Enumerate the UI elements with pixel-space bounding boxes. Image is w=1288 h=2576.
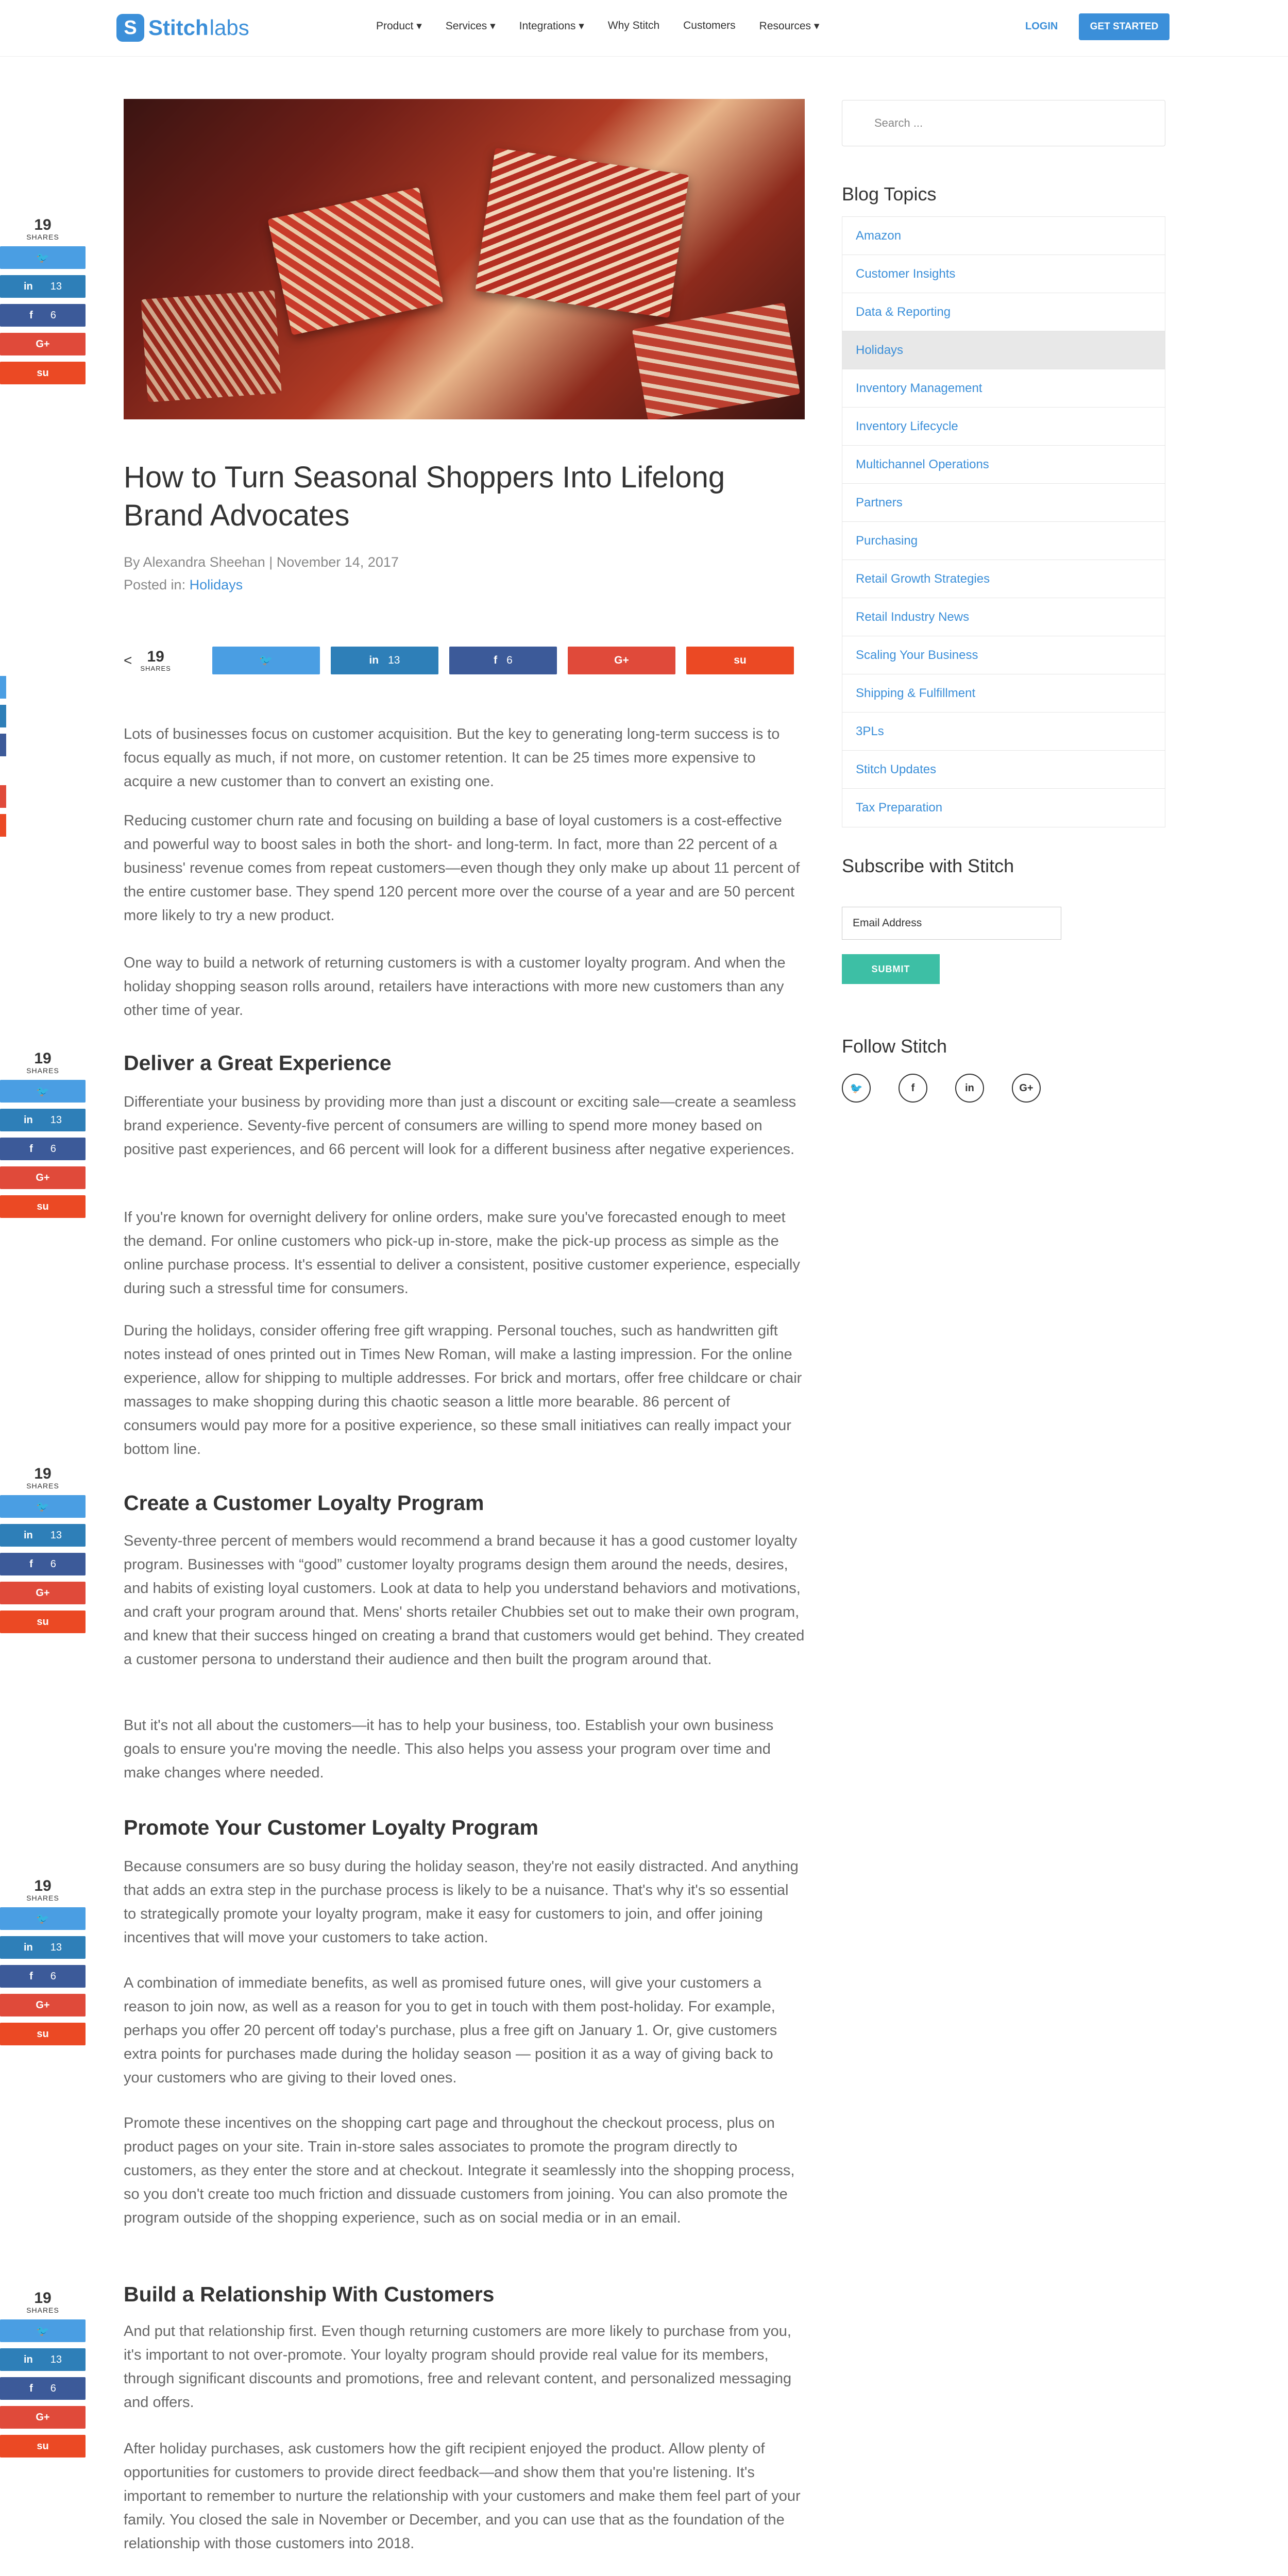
blog-topics-list xyxy=(842,216,1165,827)
article-paragraph: Because consumers are so busy during the holiday season, they're not easily distracted. And anything that adds an extra step in the purchase process is likely to be a nuisance. That's why it's so essential to strategically promote your loyalty program, make it easy for customers to join, and offer joining incentives that will move your customers to take action. xyxy=(124,1858,799,1946)
googleplus-icon: G+ xyxy=(36,1999,50,2011)
article-paragraph: If you're known for overnight delivery for online orders, make sure you've forecasted enough to meet the demand. For online customers who pick-up in-store, make the pick-up process as simple as the online purchase process. It's essential to deliver a consistent, positive customer experience, especially during such a stressful time for consumers. xyxy=(124,1209,800,1297)
stitch-logo-icon: S xyxy=(116,14,144,42)
stumbleupon-icon: su xyxy=(37,1200,49,1212)
logo-word-labs: labs xyxy=(209,15,249,40)
share-stumbleupon-button[interactable] xyxy=(0,2435,86,2458)
googleplus-icon: G+ xyxy=(36,2411,50,2423)
topic-link[interactable]: Inventory Management xyxy=(842,369,1165,408)
linkedin-icon: in xyxy=(369,654,379,666)
hero-image xyxy=(124,99,805,419)
facebook-count: 6 xyxy=(506,654,513,666)
share-twitter-button[interactable] xyxy=(0,1495,86,1518)
facebook-icon: f xyxy=(29,1558,33,1570)
share-stumbleupon-button[interactable] xyxy=(0,362,86,384)
section-heading: Create a Customer Loyalty Program xyxy=(124,1491,484,1515)
share-googleplus-button[interactable] xyxy=(568,647,675,674)
share-linkedin-button[interactable] xyxy=(0,1524,86,1547)
facebook-icon: f xyxy=(29,1143,33,1155)
linkedin-icon: in xyxy=(23,1941,33,1953)
share-linkedin-button[interactable] xyxy=(0,2348,86,2371)
article-paragraph xyxy=(124,2574,805,2576)
share-linkedin-button[interactable] xyxy=(0,1936,86,1959)
share-count-number: 19 xyxy=(147,648,164,665)
stitch-logo[interactable] xyxy=(116,13,249,42)
share-facebook-button[interactable] xyxy=(0,1138,86,1160)
share-count-number: 19 xyxy=(34,216,52,233)
share-linkedin-button[interactable] xyxy=(331,647,438,674)
submit-button[interactable]: SUBMIT xyxy=(842,954,940,984)
topic-link[interactable]: Purchasing xyxy=(842,522,1165,560)
facebook-count: 6 xyxy=(50,1143,56,1155)
nav-why-stitch[interactable]: Why Stitch xyxy=(607,20,660,31)
stumbleupon-icon: su xyxy=(37,1616,49,1628)
share-stumbleupon-button[interactable] xyxy=(0,2023,86,2045)
section-heading: Deliver a Great Experience xyxy=(124,1051,392,1075)
twitter-icon: 🐦 xyxy=(36,1086,49,1097)
topic-link[interactable]: 3PLs xyxy=(842,713,1165,751)
facebook-count: 6 xyxy=(50,1558,56,1570)
linkedin-icon: in xyxy=(23,1529,33,1541)
facebook-icon: f xyxy=(29,309,33,321)
topic-link[interactable]: Multichannel Operations xyxy=(842,446,1165,484)
linkedin-count: 13 xyxy=(50,1941,62,1953)
share-count-label: SHARES xyxy=(26,1894,59,1902)
email-placeholder: Email Address xyxy=(853,917,922,929)
share-facebook-button[interactable] xyxy=(0,2377,86,2400)
topic-link-active[interactable]: Holidays xyxy=(842,331,1165,369)
twitter-icon[interactable]: 🐦 xyxy=(842,1074,871,1103)
topic-link[interactable]: Scaling Your Business xyxy=(842,636,1165,674)
facebook-count: 6 xyxy=(50,1970,56,1982)
follow-title: Follow Stitch xyxy=(842,1036,947,1057)
share-count-number: 19 xyxy=(34,1465,52,1482)
posted-in-label: Posted in: xyxy=(124,577,190,592)
googleplus-icon: G+ xyxy=(36,1587,50,1599)
nav-integrations[interactable]: Integrations ▾ xyxy=(519,20,584,32)
topic-link[interactable]: Retail Growth Strategies xyxy=(842,560,1165,598)
facebook-icon[interactable]: f xyxy=(899,1074,927,1103)
share-count-number: 19 xyxy=(34,2290,52,2307)
edge-share-twitter[interactable] xyxy=(0,676,6,699)
category-link-holidays[interactable]: Holidays xyxy=(189,577,243,592)
linkedin-count: 13 xyxy=(50,1529,62,1541)
googleplus-icon: G+ xyxy=(36,338,50,350)
topic-link[interactable]: Shipping & Fulfillment xyxy=(842,674,1165,713)
share-stumbleupon-button[interactable] xyxy=(686,647,794,674)
googleplus-icon[interactable]: G+ xyxy=(1012,1074,1041,1103)
floating-share-bar xyxy=(0,1878,86,2052)
floating-share-bar xyxy=(0,1051,86,1224)
login-link[interactable]: LOGIN xyxy=(1025,21,1058,32)
share-count-label: SHARES xyxy=(26,1066,59,1075)
topic-link[interactable]: Customer Insights xyxy=(842,255,1165,293)
logo-word-stitch: Stitch xyxy=(148,15,209,40)
article-paragraph: During the holidays, consider offering free gift wrapping. Personal touches, such as handwritten gift notes instead of ones printed out in Times New Roman, will make a lasting impression. For the online experience, allow for shipping to multiple addresses. For brick and mortars, offer free childcare or chair massages to make shopping during this chaotic season a little more bearable. 86 percent of consumers would pay more for a positive experience, so these small initiatives can really impact your bottom line. xyxy=(124,1323,802,1458)
linkedin-count: 13 xyxy=(50,1114,62,1126)
facebook-icon: f xyxy=(29,2382,33,2394)
article-paragraph: Promote these incentives on the shopping cart page and throughout the checkout process, plus on product pages on your site. Train in-store sales associates to promote the program directly to customers, as they enter the store and at checkout. Integrate it seamlessly into the shopping process, so you don't create too much friction and dissuade customers from joining. You can also promote the program outside of the shopping experience, such as on social media or in an email. xyxy=(124,2115,795,2226)
topic-link[interactable]: Amazon xyxy=(842,217,1165,255)
topic-link[interactable]: Inventory Lifecycle xyxy=(842,408,1165,446)
topic-link[interactable]: Data & Reporting xyxy=(842,293,1165,331)
stumbleupon-icon: su xyxy=(37,367,49,379)
search-input[interactable] xyxy=(842,100,1165,146)
get-started-button[interactable]: GET STARTED xyxy=(1079,13,1170,40)
stumbleupon-icon: su xyxy=(37,2440,49,2452)
share-count-label: SHARES xyxy=(140,664,171,672)
nav-services[interactable]: Services ▾ xyxy=(445,20,496,32)
edge-share-googleplus[interactable] xyxy=(0,785,6,808)
share-count xyxy=(124,649,212,672)
article-paragraph: After holiday purchases, ask customers how the gift recipient enjoyed the product. Allow plenty of opportunities for customers to provide direct feedback—and show them that you're listening. It's important to remember to nurture the relationship with your customers and make them feel part of your family. You closed the sale in November or December, and you can use that as the foundation of the relationship with those customers into 2018. xyxy=(124,2441,801,2552)
floating-share-bar xyxy=(0,217,86,391)
share-count-label: SHARES xyxy=(26,1482,59,1490)
linkedin-icon: in xyxy=(23,280,33,292)
article-paragraph: Differentiate your business by providing more than just a discount or exciting sale—create a seamless brand experience. Seventy-five percent of consumers are willing to spend more money based on positive past experiences, and 66 percent will look for a different business after negative experiences. xyxy=(124,1094,796,1158)
article-title: How to Turn Seasonal Shoppers Into Lifelong Brand Advocates xyxy=(124,461,725,532)
share-googleplus-button[interactable] xyxy=(0,1166,86,1189)
share-googleplus-button[interactable] xyxy=(0,333,86,355)
twitter-icon: 🐦 xyxy=(259,654,273,666)
inline-share-bar xyxy=(124,646,805,675)
share-twitter-button[interactable] xyxy=(0,2319,86,2342)
share-stumbleupon-button[interactable] xyxy=(0,1611,86,1633)
edge-share-stumbleupon[interactable] xyxy=(0,814,6,837)
edge-share-facebook[interactable] xyxy=(0,734,6,756)
share-facebook-button[interactable] xyxy=(449,647,557,674)
linkedin-count: 13 xyxy=(50,2353,62,2365)
share-count-number: 19 xyxy=(34,1877,52,1894)
article-paragraph: A combination of immediate benefits, as well as promised future ones, will give your customers a reason to join now, as well as a reason for you to get in touch with them post-holiday. For example, perhaps you offer 20 percent off today's purchase, plus a free gift on January 1. Or, give customers extra points for purchases made during the holiday season — position it as a way of giving back to your customers who are giving to their loved ones. xyxy=(124,1975,777,2086)
share-linkedin-button[interactable] xyxy=(0,275,86,298)
share-stumbleupon-button[interactable] xyxy=(0,1195,86,1218)
share-twitter-button[interactable] xyxy=(0,246,86,269)
facebook-count: 6 xyxy=(50,309,56,321)
share-twitter-button[interactable] xyxy=(0,1907,86,1930)
subscribe-title: Subscribe with Stitch xyxy=(842,855,1014,876)
email-field[interactable] xyxy=(842,907,1061,940)
share-count-number: 19 xyxy=(34,1050,52,1067)
share-googleplus-button[interactable] xyxy=(0,1582,86,1604)
floating-share-bar xyxy=(0,2291,86,2464)
googleplus-icon: G+ xyxy=(614,654,629,666)
linkedin-icon: in xyxy=(23,1114,33,1126)
facebook-icon: f xyxy=(29,1970,33,1982)
facebook-icon: f xyxy=(494,654,498,666)
nav-customers[interactable]: Customers xyxy=(683,20,736,31)
blog-topics-title: Blog Topics xyxy=(842,183,937,205)
topic-link[interactable]: Retail Industry News xyxy=(842,598,1165,636)
article-paragraph: But it's not all about the customers—it has to help your business, too. Establish your own business goals to ensure you're moving the needle. This also helps you assess your program over time and make changes where needed. xyxy=(124,1717,774,1781)
googleplus-icon: G+ xyxy=(36,1172,50,1183)
article-paragraph: Reducing customer churn rate and focusing on building a base of loyal customers is a cost-effective and powerful way to boost sales in both the short- and long-term. In fact, more than 22 percent of a business' revenue comes from repeat customers—even though they only make up about 11 percent of the entire customer base. They spend 120 percent more over the course of a year and are 50 percent more likely to try a new product. xyxy=(124,812,800,924)
share-facebook-button[interactable] xyxy=(0,1553,86,1575)
share-count-label: SHARES xyxy=(26,2306,59,2314)
linkedin-icon[interactable]: in xyxy=(955,1074,984,1103)
twitter-icon: 🐦 xyxy=(36,1913,49,1925)
article-paragraph: Lots of businesses focus on customer acquisition. But the key to generating long-term success is to focus equally as much, if not more, on customer retention. It can be 25 times more expensive to acquire a new customer than to convert an existing one. xyxy=(124,726,780,790)
topic-link[interactable]: Partners xyxy=(842,484,1165,522)
nav-resources[interactable]: Resources ▾ xyxy=(759,20,820,32)
edge-share-linkedin[interactable] xyxy=(0,705,6,727)
twitter-icon: 🐦 xyxy=(36,2325,49,2337)
topic-link[interactable]: Stitch Updates xyxy=(842,751,1165,789)
linkedin-count: 13 xyxy=(388,654,400,666)
search-placeholder: Search ... xyxy=(874,116,923,129)
article-paragraph: One way to build a network of returning customers is with a customer loyalty program. And when the holiday shopping season rolls around, retailers have interactions with more new customers than any other time of year. xyxy=(124,955,786,1019)
twitter-icon: 🐦 xyxy=(36,252,49,264)
article-paragraph: Seventy-three percent of members would recommend a brand because it has a good customer loyalty program. Businesses with “good” customer loyalty programs design them around the needs, desires, and habits of existing loyal customers. Look at data to help you understand behaviors and motivations, and craft your program around that. Mens' shorts retailer Chubbies set out to make their own program, and knew that their success hinged on creating a brand that customers would get behind. They created a customer persona to understand their audience and then built the program around that. xyxy=(124,1533,805,1668)
main-nav xyxy=(376,20,819,32)
posted-in xyxy=(124,577,243,593)
facebook-count: 6 xyxy=(50,2382,56,2394)
share-count-label: SHARES xyxy=(26,233,59,241)
article-byline: By Alexandra Sheehan | November 14, 2017 xyxy=(124,554,399,570)
section-heading: Build a Relationship With Customers xyxy=(124,2282,495,2306)
article-paragraph: And put that relationship first. Even though returning customers are more likely to purchase from you, it's important to not over-promote. Your loyalty program should provide real value for its members, through significant discounts and promotions, free and relevant content, and personalized messaging and offers. xyxy=(124,2323,792,2411)
share-icon: < xyxy=(124,652,132,668)
linkedin-icon: in xyxy=(23,2353,33,2365)
share-googleplus-button[interactable] xyxy=(0,2406,86,2429)
share-facebook-button[interactable] xyxy=(0,1965,86,1988)
share-twitter-button[interactable] xyxy=(212,647,320,674)
topic-link[interactable]: Tax Preparation xyxy=(856,801,943,815)
site-header xyxy=(0,0,1288,57)
nav-product[interactable]: Product ▾ xyxy=(376,20,422,32)
linkedin-count: 13 xyxy=(50,280,62,292)
stumbleupon-icon: su xyxy=(734,654,747,666)
section-heading: Promote Your Customer Loyalty Program xyxy=(124,1816,538,1839)
share-linkedin-button[interactable] xyxy=(0,1109,86,1131)
twitter-icon: 🐦 xyxy=(36,1501,49,1513)
share-googleplus-button[interactable] xyxy=(0,1994,86,2016)
stumbleupon-icon: su xyxy=(37,2028,49,2040)
floating-share-bar xyxy=(0,1466,86,1639)
share-twitter-button[interactable] xyxy=(0,1080,86,1103)
share-facebook-button[interactable] xyxy=(0,304,86,327)
